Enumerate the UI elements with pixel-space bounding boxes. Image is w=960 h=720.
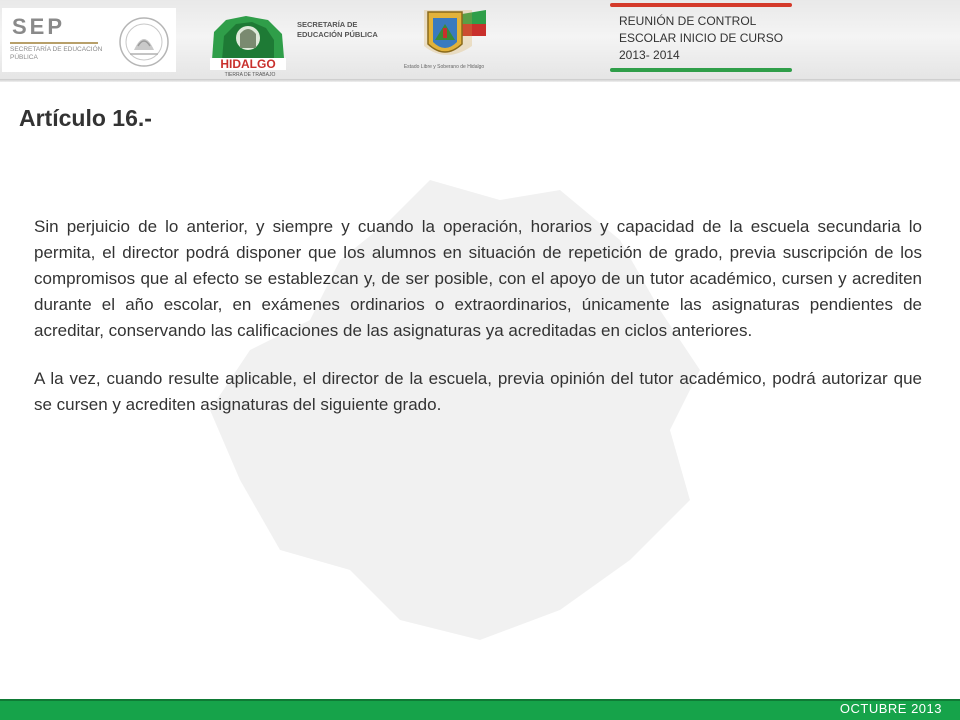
red-accent-bar <box>610 3 792 7</box>
article-paragraph: Sin perjuicio de lo anterior, y siempre y cuando la operación, horarios y capacidad de la escuela secundaria lo permita, el director podrá disponer que los alumnos en situación de repetición de grado, previa suscripción de los compromisos que al efecto se establezcan y, de ser posible, con el apoyo de un tutor académico, cursen y acrediten durante el año escolar, en exámenes ordinarios o extraordinarios, únicamente las asignaturas pendientes de acreditar, conservando las calificaciones de las asignaturas ya acreditadas en ciclos anteriores. <box>34 217 922 340</box>
meeting-title: REUNIÓN DE CONTROL ESCOLAR INICIO DE CURSO 2013- 2014 <box>619 14 784 62</box>
green-accent-bar <box>610 68 792 72</box>
estado-caption: Estado Libre y Soberano de Hidalgo <box>403 64 485 70</box>
sep-logo <box>2 8 176 72</box>
secretaria-label: SECRETARÍA DE EDUCACIÓN PÚBLICA <box>297 20 378 39</box>
meeting-title-box <box>610 3 792 72</box>
article-paragraph: A la vez, cuando resulte aplicable, el director de la escuela, previa opinión del tutor académico, podrá autorizar que se cursen y acrediten asignaturas del siguiente grado. <box>34 369 922 414</box>
article-title: Artículo 16.- <box>19 105 152 131</box>
hidalgo-logo <box>206 12 290 78</box>
mexico-seal-icon <box>118 16 170 68</box>
sep-acronym: SEP <box>12 14 66 39</box>
hidalgo-logo-name: HIDALGO <box>220 57 276 71</box>
sep-divider <box>10 42 98 44</box>
hidalgo-logo-tagline: TIERRA DE TRABAJO <box>224 72 276 78</box>
header-band <box>0 0 960 82</box>
article-body <box>34 214 922 440</box>
sep-subtitle: SECRETARÍA DE EDUCACIÓN PÚBLICA <box>10 46 103 61</box>
footer-date: OCTUBRE 2013 <box>839 701 942 716</box>
footer-bar <box>0 699 960 720</box>
hidalgo-coat-of-arms-icon <box>400 6 492 64</box>
